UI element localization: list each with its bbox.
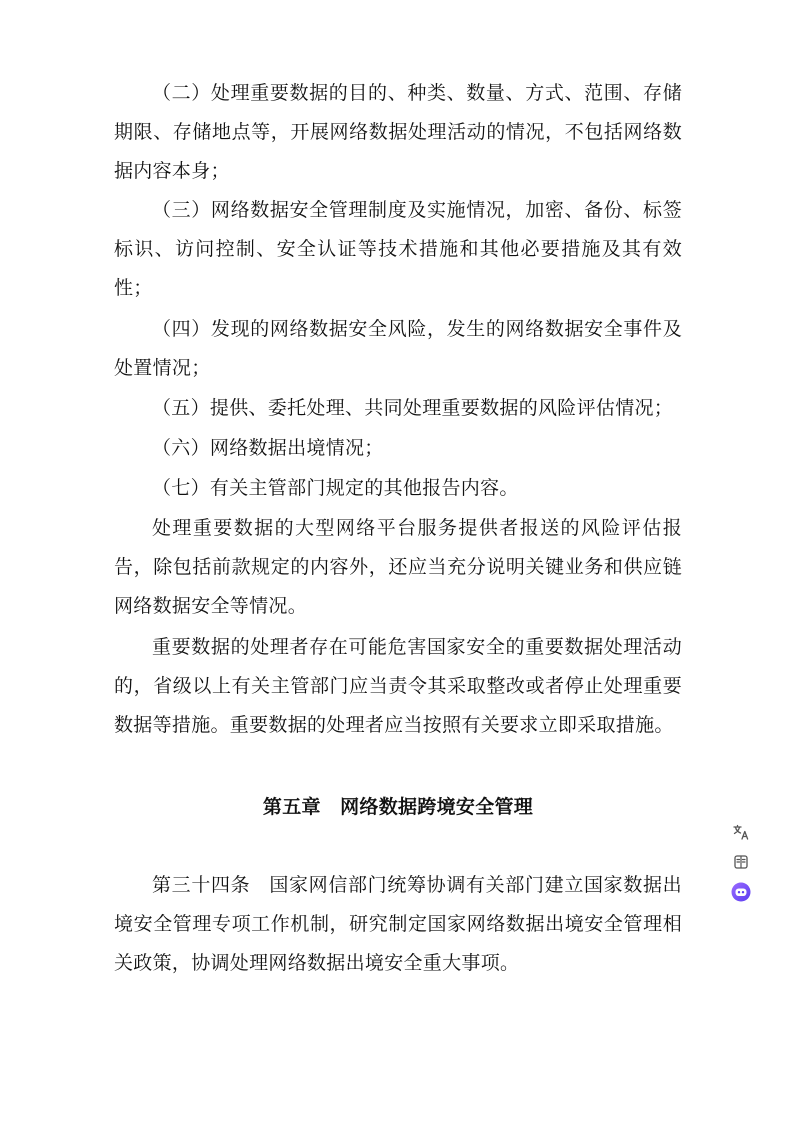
article-number: 第三十四条 [152, 874, 251, 896]
assistant-icon[interactable] [727, 878, 755, 906]
translate-icon[interactable] [727, 818, 755, 846]
paragraph-risk-report: 处理重要数据的大型网络平台服务提供者报送的风险评估报告，除包括前款规定的内容外，还应当充分说明关键业务和供应链网络数据安全等情况。 [114, 517, 682, 617]
paragraph-item-2: （二）处理重要数据的目的、种类、数量、方式、范围、存储期限、存储地点等，开展网络数据处理活动的情况，不包括网络数据内容本身； [114, 82, 682, 182]
article-34 [114, 866, 682, 983]
paragraph-remediation: 重要数据的处理者存在可能危害国家安全的重要数据处理活动的，省级以上有关主管部门应当责令其采取整改或者停止处理重要数据等措施。重要数据的处理者应当按照有关要求立即采取措施。 [114, 636, 682, 736]
chapter-heading: 第五章 网络数据跨境安全管理 [262, 796, 534, 818]
article-text: 国家网信部门统筹协调有关部门建立国家数据出境安全管理专项工作机制，研究制定国家网络数据出境安全管理相关政策，协调处理网络数据出境安全重大事项。 [114, 874, 682, 974]
paragraph-item-3: （三）网络数据安全管理制度及实施情况，加密、备份、标签标识、访问控制、安全认证等技术措施和其他必要措施及其有效性； [114, 199, 682, 299]
paragraph-item-5: （五）提供、委托处理、共同处理重要数据的风险评估情况； [152, 397, 674, 419]
reader-icon[interactable] [727, 848, 755, 876]
paragraph-item-6: （六）网络数据出境情况； [152, 437, 384, 459]
paragraph-item-4: （四）发现的网络数据安全风险，发生的网络数据安全事件及处置情况； [114, 318, 682, 379]
paragraph-item-7: （七）有关主管部门规定的其他报告内容。 [152, 477, 519, 499]
side-toolbar [727, 818, 755, 908]
